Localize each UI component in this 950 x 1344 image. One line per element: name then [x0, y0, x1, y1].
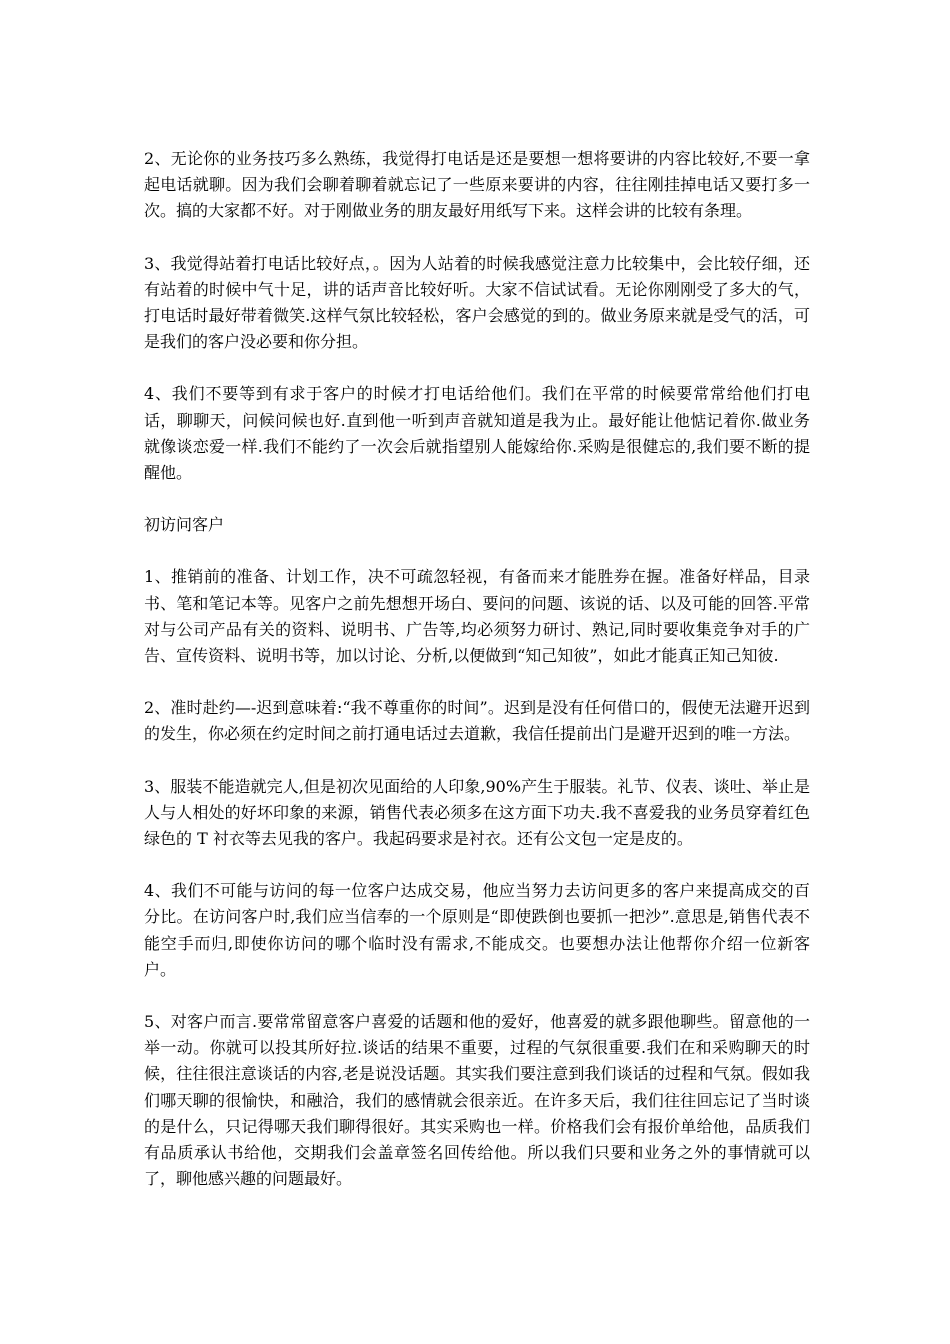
paragraph-visit-tip-2: 2、准时赴约—-迟到意味着:“我不尊重你的时间”。迟到是没有任何借口的，假使无法避开迟到的发生，你必须在约定时间之前打通电话过去道歉，我信任提前出门是避开迟到的唯一方法。 [144, 698, 810, 744]
paragraph-visit-tip-1: 1、推销前的准备、计划工作，决不可疏忽轻视，有备而来才能胜券在握。准备好样品，目录书、笔和笔记本等。见客户之前先想想开场白、要问的问题、该说的话、以及可能的回答.平常对与公司产品有关的资料、说明书、广告等,均必须努力研讨、熟记,同时要收集竞争对手的广告、宣传资料、说明书等，加以讨论、分析,以便做到“知己知彼”，如此才能真正知己知彼. [144, 567, 810, 666]
paragraph-visit-tip-5: 5、对客户而言.要常常留意客户喜爱的话题和他的爱好，他喜爱的就多跟他聊些。留意他的一举一动。你就可以投其所好拉.谈话的结果不重要，过程的气氛很重要.我们在和采购聊天的时候，往往很注意谈话的内容,老是说没话题。其实我们要注意到我们谈话的过程和气氛。假如我们哪天聊的很愉快，和融洽，我们的感情就会很亲近。在许多天后，我们往往回忘记了当时谈的是什么，只记得哪天我们聊得很好。其实采购也一样。价格我们会有报价单给他，品质我们有品质承认书给他，交期我们会盖章签名回传给他。所以我们只要和业务之外的事情就可以了，聊他感兴趣的问题最好。 [144, 1012, 810, 1189]
paragraph-visit-tip-3: 3、服装不能造就完人,但是初次见面给的人印象,90%产生于服装。礼节、仪表、谈吐、举止是人与人相处的好坏印象的来源，销售代表必须多在这方面下功夫.我不喜爱我的业务员穿着红色绿色的 T 衬衣等去见我的客户。我起码要求是衬衣。还有公文包一定是皮的。 [144, 776, 810, 849]
paragraph-phone-tip-3: 3、我觉得站着打电话比较好点，。因为人站着的时候我感觉注意力比较集中，会比较仔细，还有站着的时候中气十足，讲的话声音比较好听。大家不信试试看。无论你刚刚受了多大的气，打电话时最好带着微笑.这样气氛比较轻松，客户会感觉的到的。做业务原来就是受气的活，可是我们的客户没必要和你分担。 [144, 253, 810, 352]
paragraph-visit-tip-4: 4、我们不可能与访问的每一位客户达成交易，他应当努力去访问更多的客户来提高成交的百分比。在访问客户时,我们应当信奉的一个原则是“即使跌倒也要抓一把沙”.意思是,销售代表不能空手而归,即使你访问的哪个临时没有需求,不能成交。也要想办法让他帮你介绍一位新客户。 [144, 881, 810, 979]
paragraph-phone-tip-2: 2、无论你的业务技巧多么熟练，我觉得打电话是还是要想一想将要讲的内容比较好,不要一拿起电话就聊。因为我们会聊着聊着就忘记了一些原来要讲的内容，往往刚挂掉电话又要打多一次。搞的大家都不好。对于刚做业务的朋友最好用纸写下来。这样会讲的比较有条理。 [144, 149, 810, 221]
section-heading: 初访问客户 [144, 515, 225, 535]
document-body [144, 146, 810, 1219]
paragraph-phone-tip-4: 4、我们不要等到有求于客户的时候才打电话给他们。我们在平常的时候要常常给他们打电话，聊聊天，问候问候也好.直到他一听到声音就知道是我为止。最好能让他惦记着你.做业务就像谈恋爱一样.我们不能约了一次会后就指望别人能嫁给你.采购是很健忘的,我们要不断的提醒他。 [144, 384, 810, 483]
